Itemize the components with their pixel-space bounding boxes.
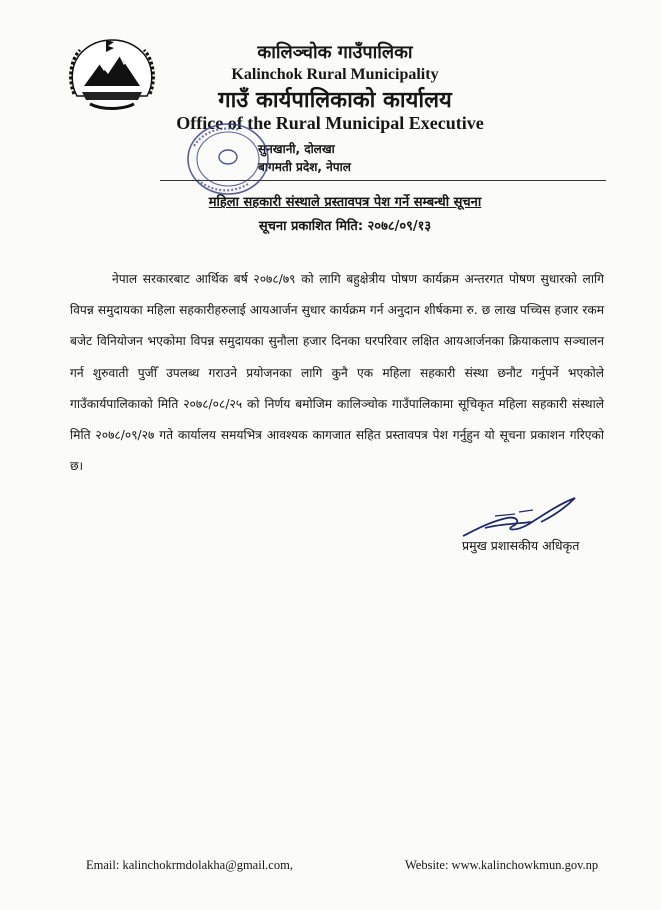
signatory-title: प्रमुख प्रशासकीय अधिकृत (462, 538, 580, 553)
office-stamp (184, 120, 272, 198)
footer-website: Website: www.kalinchowkmun.gov.np (405, 858, 599, 872)
notice-published-date: सूचना प्रकाशित मिति: २०७८/०९/१३ (258, 219, 432, 234)
municipality-name-nepali: कालिञ्चोक गाउँपालिका (257, 42, 413, 63)
office-name-nepali: गाउँ कार्यपालिकाको कार्यालय (218, 88, 452, 113)
municipality-name-english: Kalinchok Rural Municipality (231, 66, 439, 83)
office-name-english: Office of the Rural Municipal Executive (176, 113, 484, 133)
header-divider (160, 180, 606, 181)
address-line-1: सुनखानी, दोलखा (258, 142, 335, 156)
footer-email: Email: kalinchokrmdolakha@gmail.com, (86, 858, 293, 872)
notice-subject: महिला सहकारी संस्थाले प्रस्तावपत्र पेश गर्ने सम्बन्धी सूचना (208, 195, 482, 210)
address-line-2: बागमती प्रदेश, नेपाल (258, 160, 351, 174)
nepal-emblem-logo (62, 34, 162, 114)
notice-body: नेपाल सरकारबाट आर्थिक बर्ष २०७८/७९ को लागि बहुक्षेत्रीय पोषण कार्यक्रम अन्तरगत पोषण सुधारको लागि विपन्न समुदायका महिला सहकारीहरुलाई आयआर्जन सुधार कार्यक्रम गर्न अनुदान शीर्षकमा रु. छ लाख पच्चिस हजार रकम बजेट विनियोजन भएकोमा विपन्न समुदायका सुनौला हजार दिनका घरपरिवार लक्षित आयआर्जनका क्रियाकलाप सञ्चालन गर्न शुरुवाती पुजीँ उपलब्ध गराउने प्रयोजनका लागि कुनै एक महिला सहकारी संस्था छनौट गर्नुपर्ने भएकोले गाउँकार्यपालिकाको मिति २०७८/०८/२५ को निर्णय बमोजिम कालिञ्चोक गाउँपालिकामा सूचिकृत महिला सहकारी संस्थाले मिति २०७८/०९/२७ गते कार्यालय समयभित्र आवश्यक कागजात सहित प्रस्तावपत्र पेश गर्नुहुन यो सूचना प्रकाशन गरिएको छ। (70, 272, 604, 474)
signature (455, 492, 585, 542)
